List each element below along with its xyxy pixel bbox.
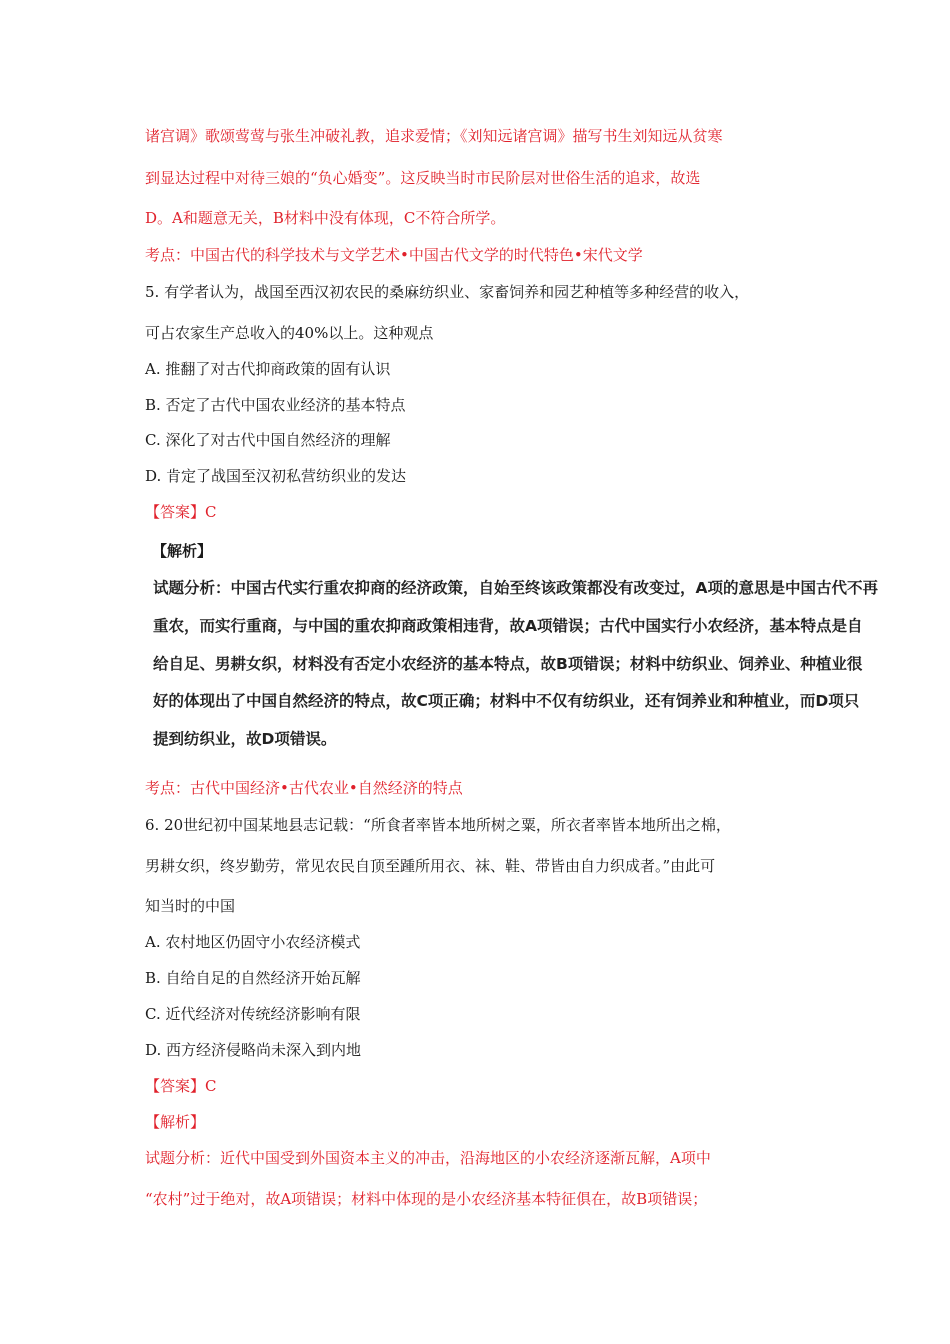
q5-option-d: D. 肯定了战国至汉初私营纺织业的发达 — [145, 467, 407, 485]
q4-tail-line-3: D。A和题意无关，B材料中没有体现，C不符合所学。 — [145, 209, 506, 227]
q5-option-b: B. 否定了古代中国农业经济的基本特点 — [145, 396, 406, 414]
q5-stem-line-2: 可占农家生产总收入的40%以上。这种观点 — [145, 324, 434, 342]
q4-kaodian: 考点：中国古代的科学技术与文学艺术•中国古代文学的时代特色•宋代文学 — [145, 246, 643, 264]
q5-jiexi-heading: 【解析】 — [152, 542, 213, 560]
q5-kaodian: 考点：古代中国经济•古代农业•自然经济的特点 — [145, 779, 463, 797]
q5-analysis-line-3: 给自足、男耕女织，材料没有否定小农经济的基本特点，故B项错误；材料中纺织业、饲养业、种植业很 — [153, 655, 863, 673]
q6-option-d: D. 西方经济侵略尚未深入到内地 — [145, 1041, 362, 1059]
q6-answer: 【答案】C — [145, 1077, 217, 1095]
q5-analysis-line-1: 试题分析：中国古代实行重农抑商的经济政策，自始至终该政策都没有改变过，A项的意思是中国古代不再 — [153, 579, 878, 597]
q5-analysis-line-2: 重农，而实行重商，与中国的重农抑商政策相违背，故A项错误；古代中国实行小农经济，基本特点是自 — [153, 617, 863, 635]
q5-option-a: A. 推翻了对古代抑商政策的固有认识 — [145, 360, 391, 378]
q6-analysis-line-1: 试题分析：近代中国受到外国资本主义的冲击，沿海地区的小农经济逐渐瓦解，A项中 — [145, 1149, 711, 1167]
q6-option-c: C. 近代经济对传统经济影响有限 — [145, 1005, 361, 1023]
q4-tail-line-1: 诸宫调》歌颂莺莺与张生冲破礼教，追求爱情；《刘知远诸宫调》描写书生刘知远从贫寒 — [145, 127, 723, 145]
q6-option-a: A. 农村地区仍固守小农经济模式 — [145, 933, 361, 951]
q6-stem-line-2: 男耕女织，终岁勤劳，常见农民自顶至踵所用衣、袜、鞋、带皆由自力织成者。”由此可 — [145, 857, 716, 875]
q6-stem-line-1: 6. 20世纪初中国某地县志记载：“所食者率皆本地所树之粟，所衣者率皆本地所出之棉， — [145, 816, 731, 834]
q5-option-c: C. 深化了对古代中国自然经济的理解 — [145, 431, 391, 449]
q6-option-b: B. 自给自足的自然经济开始瓦解 — [145, 969, 361, 987]
q4-tail-line-2: 到显达过程中对待三娘的“负心婚变”。这反映当时市民阶层对世俗生活的追求，故选 — [145, 169, 701, 187]
q5-analysis-line-4: 好的体现出了中国自然经济的特点，故C项正确；材料中不仅有纺织业，还有饲养业和种植业，而D项只 — [153, 692, 860, 710]
q6-stem-line-3: 知当时的中国 — [145, 897, 236, 915]
q5-stem-line-1: 5. 有学者认为，战国至西汉初农民的桑麻纺织业、家畜饲养和园艺种植等多种经营的收入， — [145, 283, 750, 301]
q6-jiexi-heading: 【解析】 — [145, 1113, 206, 1131]
q6-analysis-line-2: “农村”过于绝对，故A项错误；材料中体现的是小农经济基本特征俱在，故B项错误； — [145, 1190, 708, 1208]
q5-answer: 【答案】C — [145, 503, 217, 521]
q5-analysis-line-5: 提到纺织业，故D项错误。 — [153, 730, 337, 748]
